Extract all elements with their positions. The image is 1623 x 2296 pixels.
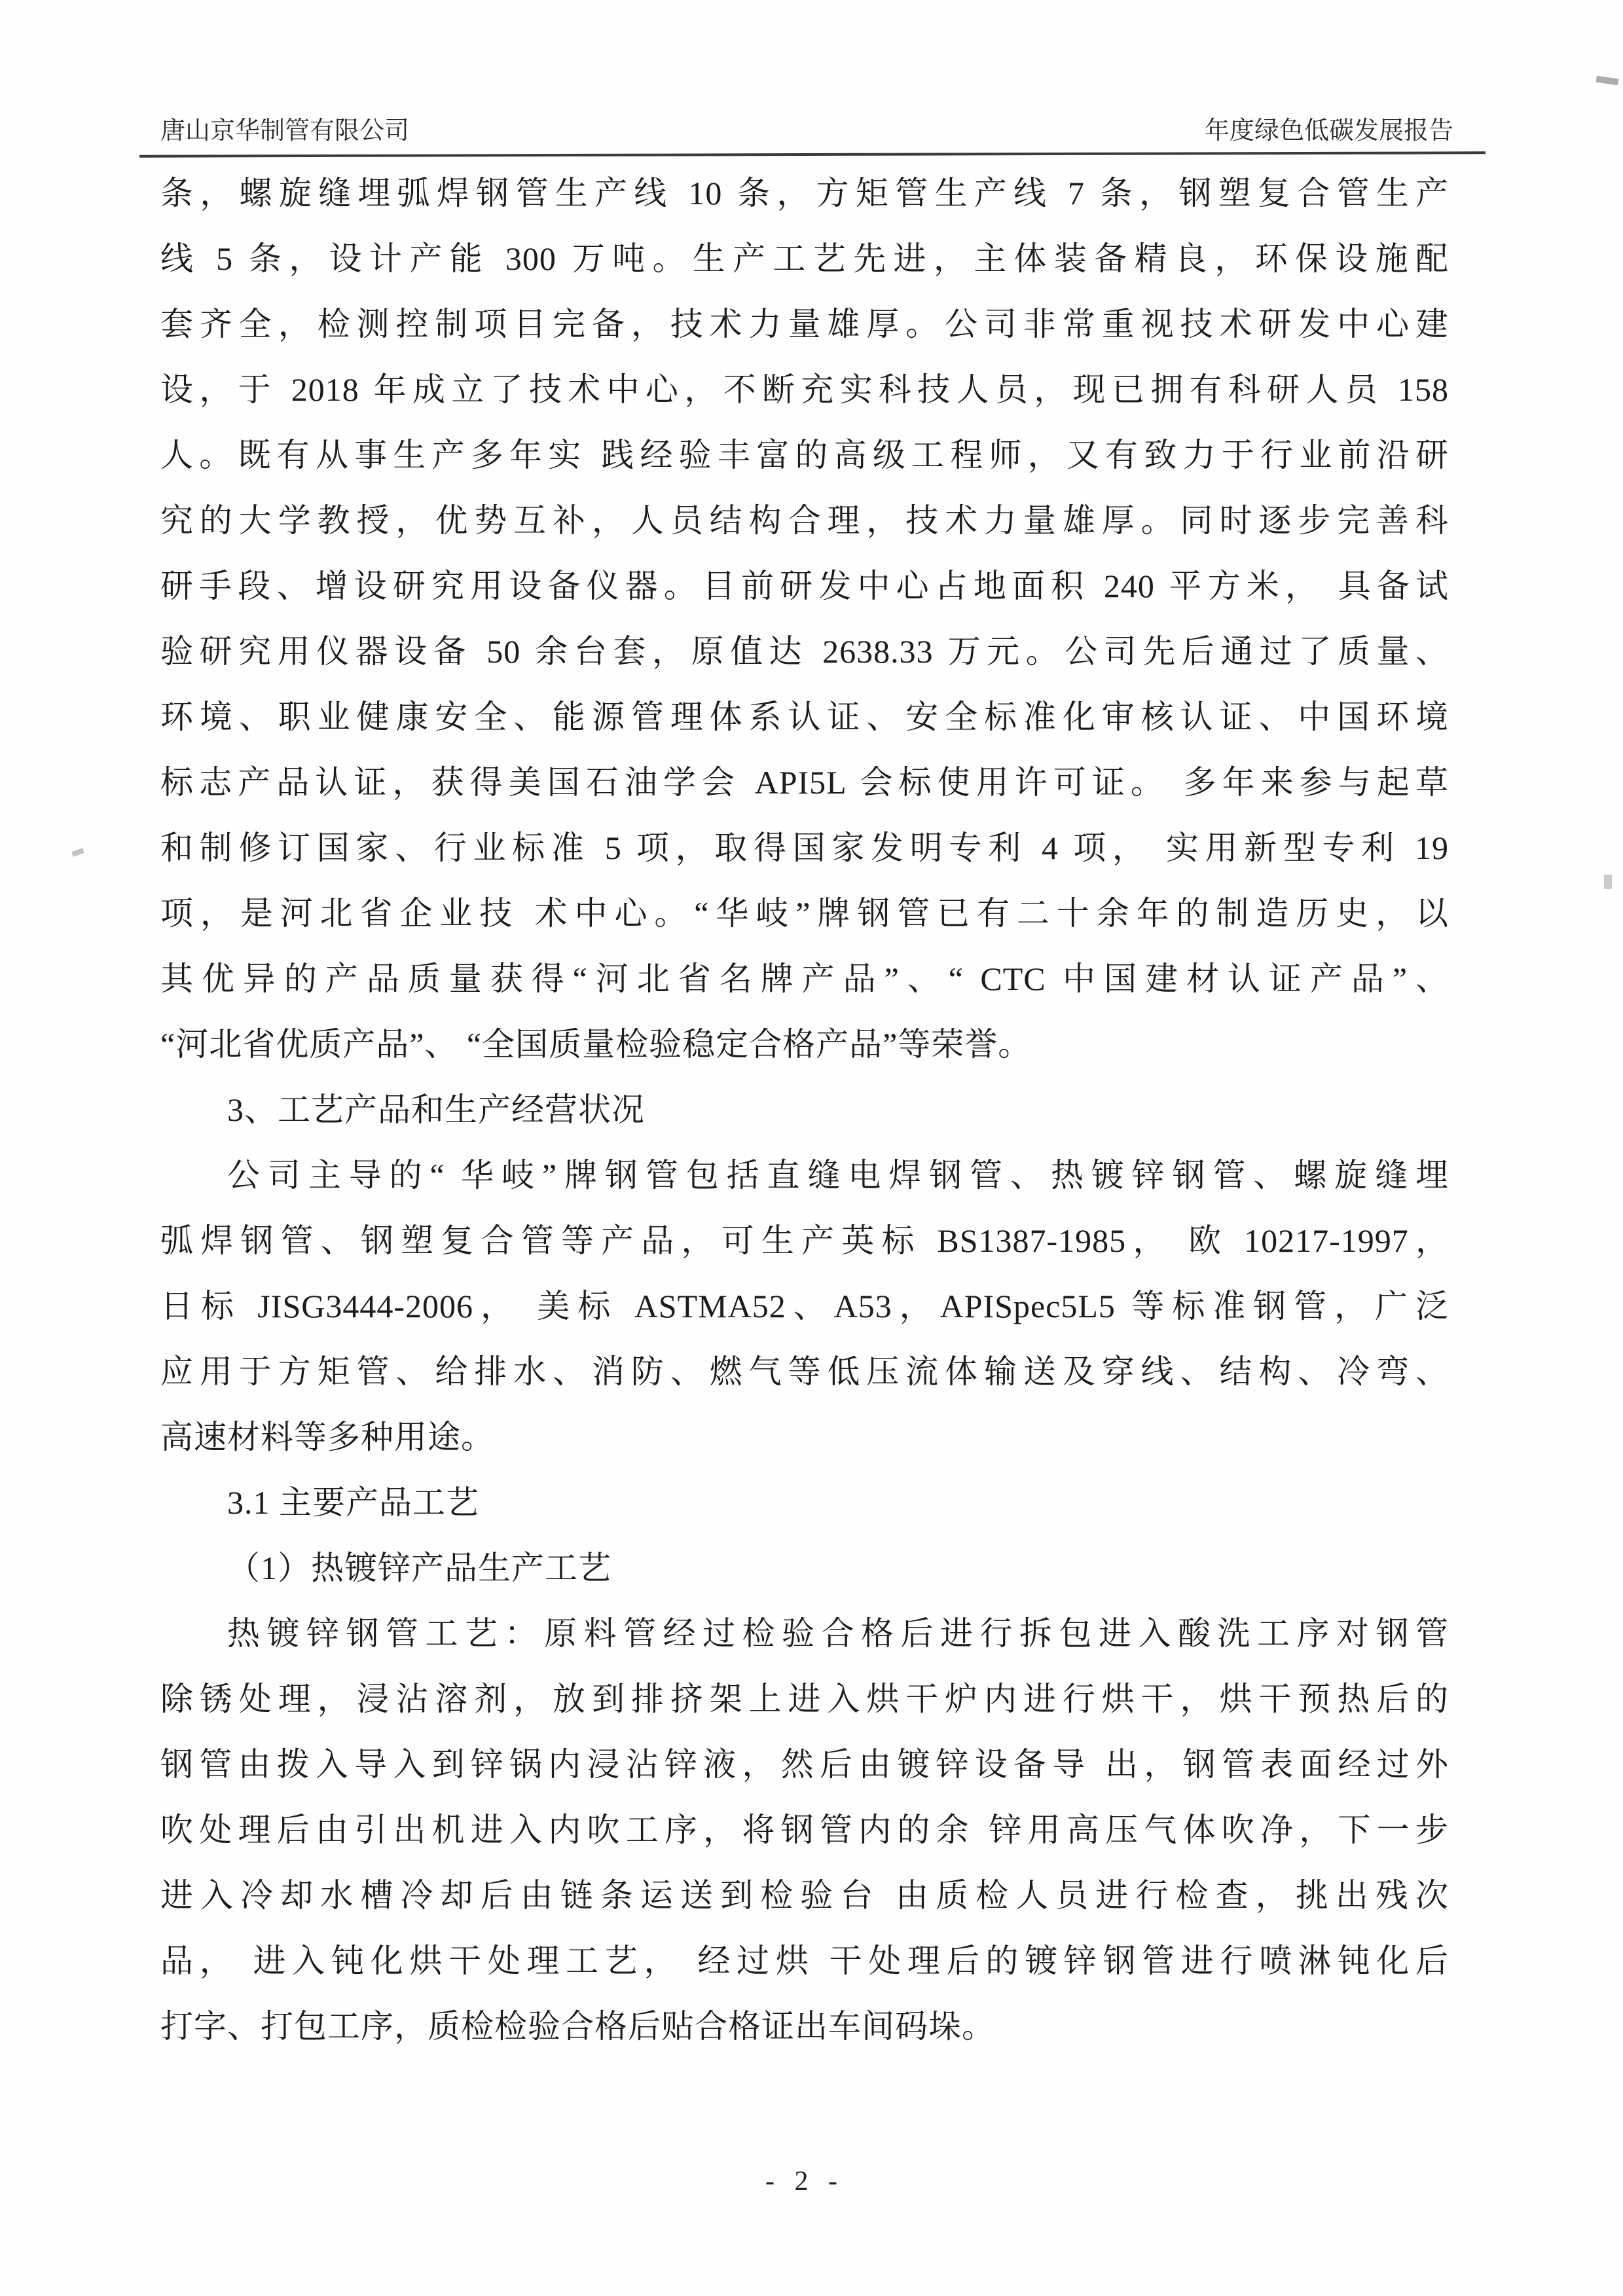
body-line: 标志产品认证，获得美国石油学会 API5L 会标使用许可证。 多年来参与起草 [160,764,1449,801]
body-line: 高速材料等多种用途。 [160,1419,494,1455]
body-line: 吹处理后由引出机进入内吹工序，将钢管内的余 锌用高压气体吹净，下一步 [160,1812,1449,1848]
body-line: 进入冷却水槽冷却后由链条运送到检验台 由质检人员进行检查，挑出残次 [160,1877,1449,1914]
body-line: 环境、职业健康安全、能源管理体系认证、安全标准化审核认证、中国环境 [160,699,1449,735]
body-line: 其优异的产品质量获得“河北省名牌产品”、“ CTC 中国建材认证产品”、 [160,960,1449,997]
body-line: 和制修订国家、行业标准 5 项，取得国家发明专利 4 项， 实用新型专利 19 [160,829,1449,866]
body-line: “河北省优质产品”、 “全国质量检验稳定合格产品”等荣誉。 [160,1026,1032,1063]
subsection-heading: （1）热镀锌产品生产工艺 [227,1550,611,1586]
body-line: 研手段、增设研究用设备仪器。目前研发中心占地面积 240 平方米， 具备试 [160,568,1449,604]
body-line: 除锈处理，浸沾溶剂，放到排挤架上进入烘干炉内进行烘干，烘干预热后的 [160,1681,1449,1717]
body-line: 打字、打包工序，质检检验合格后贴合格证出车间码垛。 [160,2008,995,2045]
body-line: 人。既有从事生产多年实 践经验丰富的高级工程师，又有致力于行业前沿研 [160,437,1449,473]
body-line: 热镀锌钢管工艺：原料管经过检验合格后进行拆包进入酸洗工序对钢管 [227,1615,1449,1652]
body-line: 公司主导的“ 华岐”牌钢管包括直缝电焊钢管、热镀锌钢管、螺旋缝埋 [227,1157,1449,1194]
body-line: 验研究用仪器设备 50 余台套，原值达 2638.33 万元。公司先后通过了质量、 [160,633,1449,670]
body-line: 品， 进入钝化烘干处理工艺， 经过烘 干处理后的镀锌钢管进行喷淋钝化后 [160,1942,1449,1979]
header-report-title: 年度绿色低碳发展报告 [1204,117,1453,145]
body-line: 条，螺旋缝埋弧焊钢管生产线 10 条，方矩管生产线 7 条，钢塑复合管生产 [160,175,1449,211]
subsection-heading: 3.1 主要产品工艺 [227,1484,479,1521]
header-company-name: 唐山京华制管有限公司 [160,117,410,145]
scan-artifact [1604,875,1612,889]
body-line: 线 5 条，设计产能 300 万吨。生产工艺先进，主体装备精良，环保设施配 [160,240,1449,277]
scan-artifact [71,848,84,857]
body-line: 日标 JISG3444-2006， 美标 ASTMA52、A53，APISpec5L5 等标准钢管，广泛 [160,1288,1449,1324]
body-line: 应用于方矩管、给排水、消防、燃气等低压流体输送及穿线、结构、冷弯、 [160,1353,1449,1390]
body-line: 弧焊钢管、钢塑复合管等产品，可生产英标 BS1387-1985， 欧 10217-1997， [160,1222,1449,1259]
body-line: 设，于 2018 年成立了技术中心，不断充实科技人员，现已拥有科研人员 158 [160,371,1449,408]
page-number: - 2 - [765,2166,844,2196]
scan-artifact [1596,76,1618,86]
page-header [160,110,1453,146]
page-footer [160,2166,1449,2197]
body-line: 项，是河北省企业技 术中心。“华岐”牌钢管已有二十余年的制造历史，以 [160,895,1449,932]
header-divider [139,151,1486,157]
body-line: 套齐全，检测控制项目完备，技术力量雄厚。公司非常重视技术研发中心建 [160,306,1449,342]
section-heading: 3、工艺产品和生产经营状况 [227,1091,645,1128]
body-line: 钢管由拨入导入到锌锅内浸沾锌液，然后由镀锌设备导 出，钢管表面经过外 [160,1746,1449,1783]
document-body [160,160,1449,2059]
body-line: 究的大学教授，优势互补，人员结构合理，技术力量雄厚。同时逐步完善科 [160,502,1449,539]
